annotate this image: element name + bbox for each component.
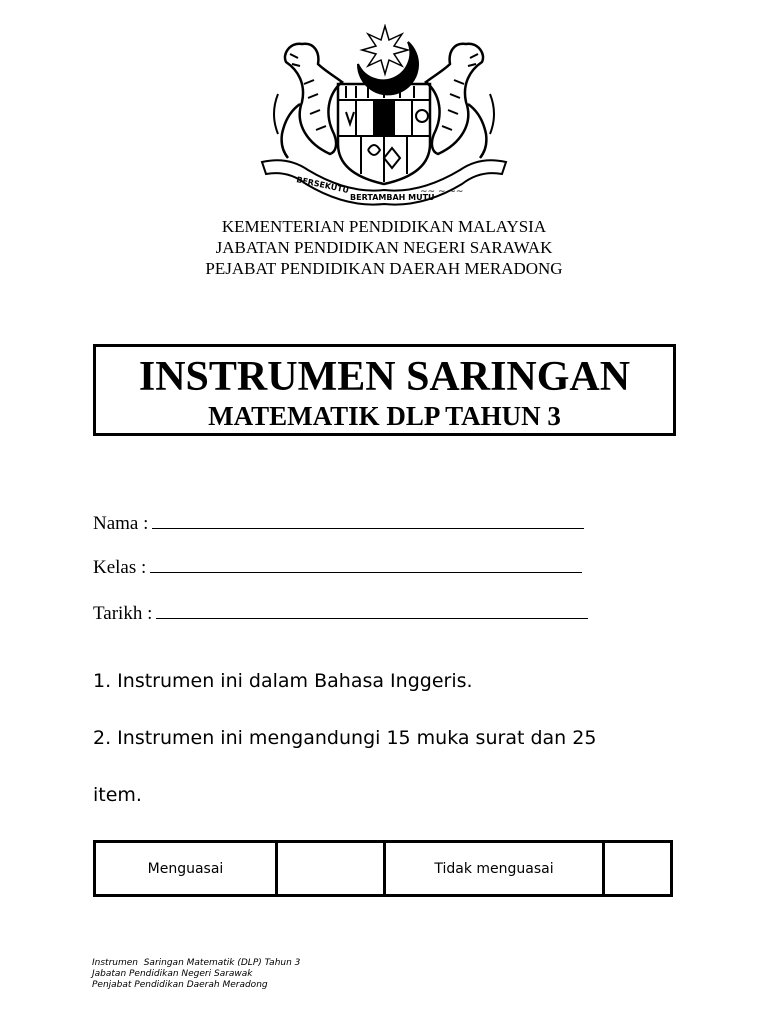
motto-right-text: BERTAMBAH MUTU — [350, 193, 435, 202]
name-label: Nama : — [93, 513, 149, 534]
name-line[interactable] — [152, 510, 584, 529]
not-mastered-checkbox-cell[interactable] — [605, 843, 670, 894]
ministry-line-1: KEMENTERIAN PENDIDIKAN MALAYSIA — [221, 217, 547, 236]
date-line[interactable] — [156, 600, 588, 619]
page-subtitle: MATEMATIK DLP TAHUN 3 — [208, 401, 561, 431]
not-mastered-label-cell — [386, 843, 605, 894]
footer — [92, 958, 300, 991]
footer-line-3: Penjabat Pendidikan Daerah Meradong — [92, 980, 268, 990]
note-2: 2. Instrumen ini mengandungi 15 muka surat dan 25 — [93, 727, 597, 749]
class-label: Kelas : — [93, 557, 147, 578]
ministry-line-2: JABATAN PENDIDIKAN NEGERI SARAWAK — [215, 238, 553, 257]
jawi-motto-text: ~~ ~ ~~ — [420, 187, 464, 197]
mastered-label: Menguasai — [147, 860, 224, 877]
mastered-checkbox-cell[interactable] — [278, 843, 386, 894]
page-title: INSTRUMEN SARINGAN — [138, 354, 631, 400]
footer-line-2: Jabatan Pendidikan Negeri Sarawak — [92, 969, 253, 979]
not-mastered-label: Tidak menguasai — [434, 860, 554, 877]
motto-left-text: BERSEKUTU — [295, 175, 350, 196]
ministry-header — [0, 216, 768, 279]
ministry-line-3: PEJABAT PENDIDIKAN DAERAH MERADONG — [205, 259, 563, 278]
coat-of-arms-emblem — [258, 24, 510, 210]
date-field[interactable] — [93, 600, 588, 625]
mastered-label-cell — [96, 843, 278, 894]
title-box — [93, 344, 676, 436]
mastery-table — [93, 840, 673, 897]
class-line[interactable] — [150, 554, 582, 573]
name-field[interactable] — [93, 510, 584, 535]
note-1: 1. Instrumen ini dalam Bahasa Inggeris. — [93, 670, 473, 692]
note-2-continuation: item. — [93, 784, 142, 806]
footer-line-1: Instrumen Saringan Matematik (DLP) Tahun 3 — [92, 958, 301, 968]
class-field[interactable] — [93, 554, 582, 579]
date-label: Tarikh : — [93, 603, 153, 624]
